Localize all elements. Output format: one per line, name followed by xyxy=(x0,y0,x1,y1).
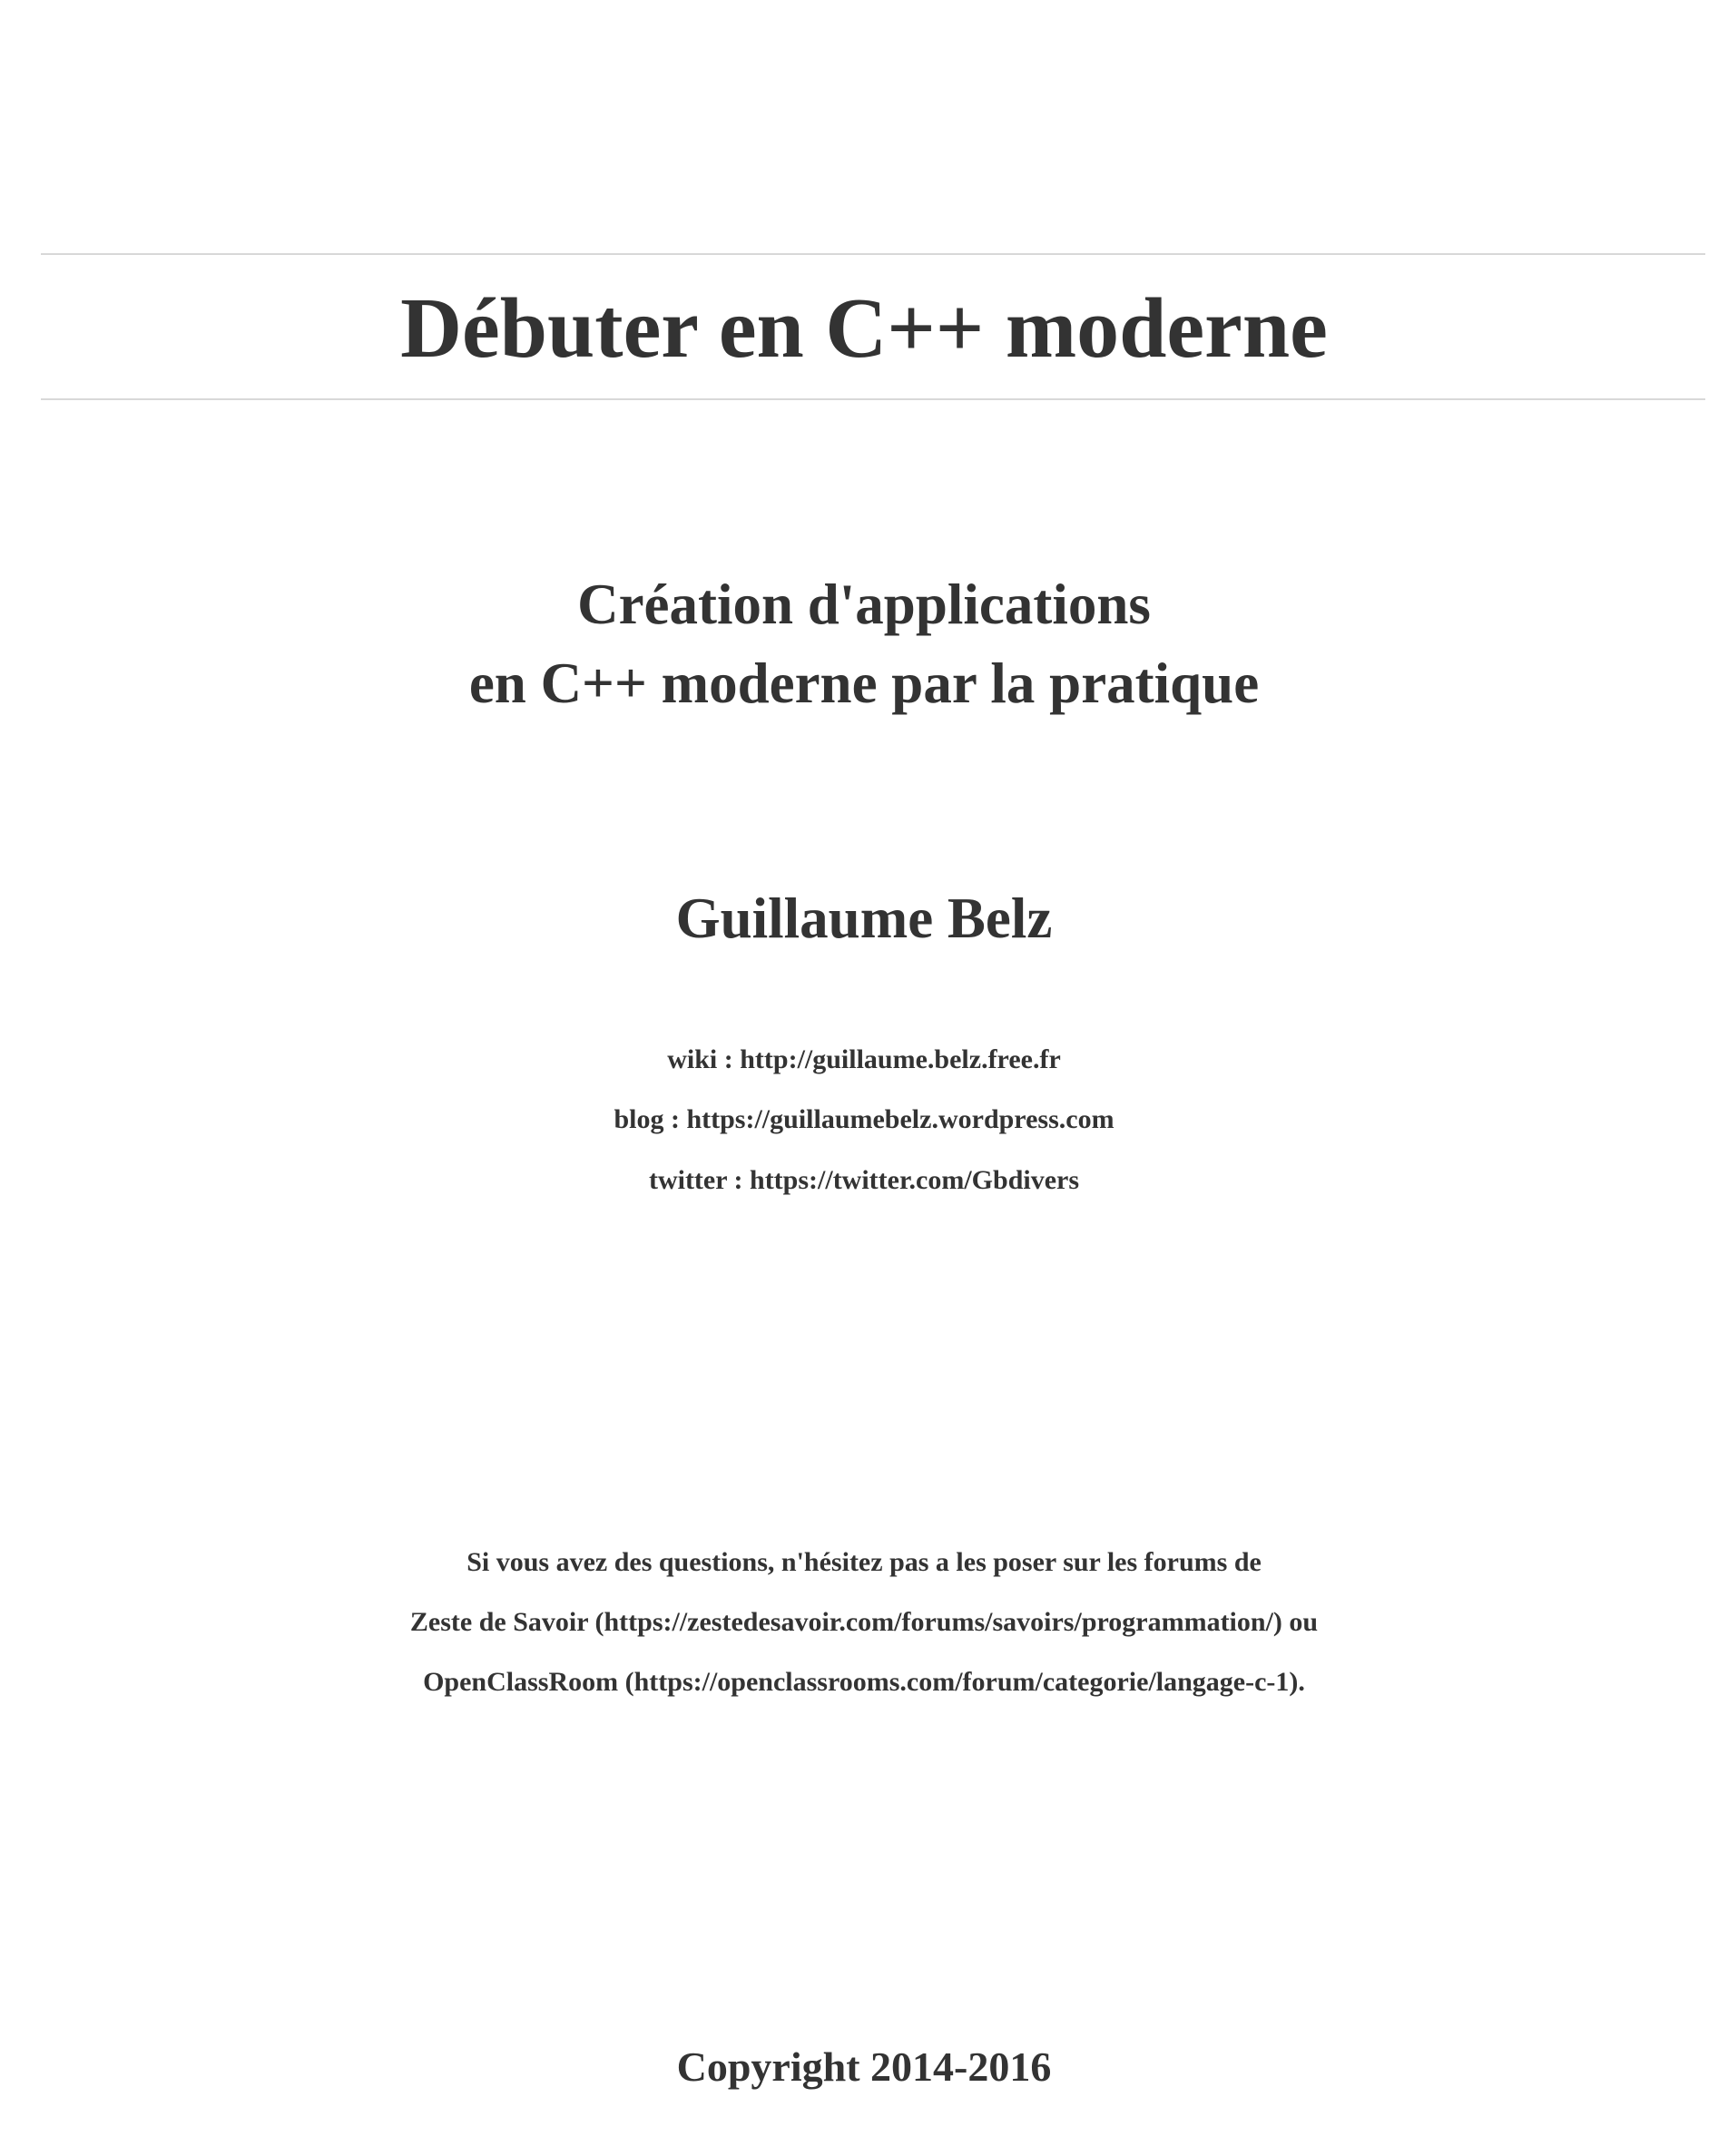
twitter-link: twitter : https://twitter.com/Gbdivers xyxy=(648,1165,1080,1195)
subtitle-line-1: Création d'applications xyxy=(577,573,1151,636)
author-name: Guillaume Belz xyxy=(675,887,1053,950)
title-rule-bottom xyxy=(41,398,1705,400)
wiki-link: wiki : http://guillaume.belz.free.fr xyxy=(667,1044,1061,1074)
copyright: Copyright 2014-2016 xyxy=(676,2043,1052,2090)
note-line-2: Zeste de Savoir (https://zestedesavoir.com/forums/savoirs/programmation/) ou xyxy=(409,1607,1319,1637)
title-rule-top xyxy=(41,253,1705,255)
note-line-1: Si vous avez des questions, n'hésitez pas a les poser sur les forums de xyxy=(466,1547,1262,1577)
note-line-3: OpenClassRoom (https://openclassrooms.com/forum/categorie/langage-c-1). xyxy=(423,1667,1305,1697)
blog-link: blog : https://guillaumebelz.wordpress.com xyxy=(614,1104,1114,1134)
subtitle-line-2: en C++ moderne par la pratique xyxy=(468,652,1260,715)
page-title: Débuter en C++ moderne xyxy=(400,281,1328,376)
